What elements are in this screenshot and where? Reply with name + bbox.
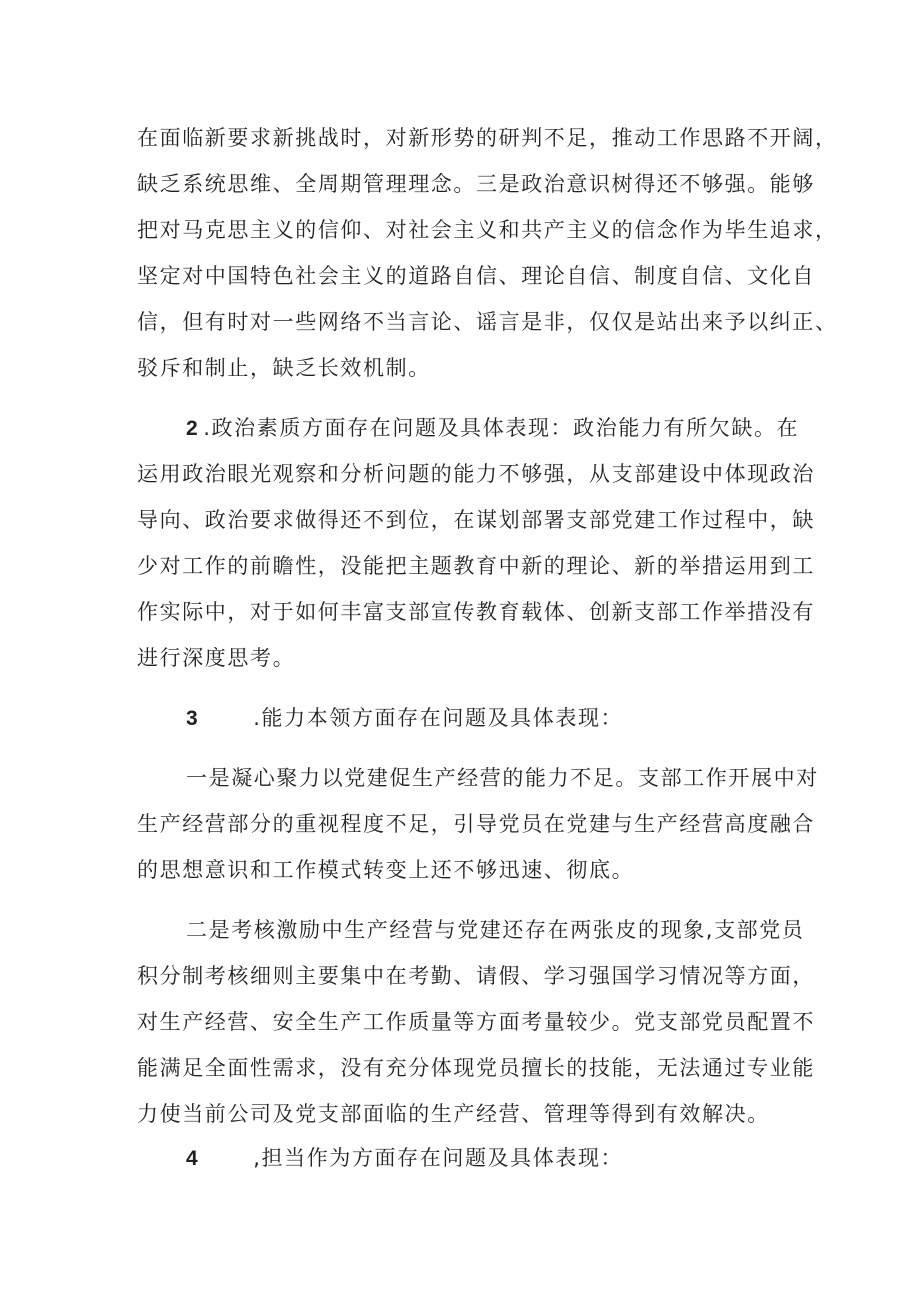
text-line: 力使当前公司及党支部面临的生产经营、管理等得到有效解决。 bbox=[137, 1102, 770, 1126]
section-4-heading-text: ,担当作为方面存在问题及具体表现： bbox=[253, 1146, 624, 1170]
text-line: 运用政治眼光观察和分析问题的能力不够强，从支部建设中体现政治 bbox=[137, 462, 815, 486]
text-line: 生产经营部分的重视程度不足，引导党员在党建与生产经营高度融合 bbox=[137, 812, 815, 836]
text-line: 导向、政治要求做得还不到位，在谋划部署支部党建工作过程中，缺 bbox=[137, 508, 815, 532]
section-4-number: 4 bbox=[186, 1147, 200, 1170]
text-line: 积分制考核细则主要集中在考勤、请假、学习强国学习情况等方面， bbox=[137, 964, 815, 988]
text-line: 驳斥和制止，缺乏长效机制。 bbox=[137, 356, 431, 380]
section-3-heading-text: .能力本领方面存在问题及具体表现： bbox=[253, 706, 624, 730]
section-4-heading bbox=[186, 1140, 854, 1177]
text-line: 坚定对中国特色社会主义的道路自信、理论自信、制度自信、文化自 bbox=[137, 264, 815, 288]
section-2-number: 2 bbox=[186, 417, 200, 440]
text-line: 一是凝心聚力以党建促生产经营的能力不足。支部工作开展中对 bbox=[186, 766, 819, 790]
text-line: 在面临新要求新挑战时，对新形势的研判不足，推动工作思路不开阔， bbox=[137, 126, 838, 150]
text-line: 信，但有时对一些网络不当言论、谣言是非，仅仅是站出来予以纠正、 bbox=[137, 310, 838, 334]
text-line: 对生产经营、安全生产工作质量等方面考量较少。党支部党员配置不 bbox=[137, 1010, 815, 1034]
section-3-number: 3 bbox=[186, 707, 200, 730]
text-line: 进行深度思考。 bbox=[137, 646, 296, 670]
section-2-first-line bbox=[186, 410, 854, 447]
section-3-heading bbox=[186, 700, 854, 737]
text-line: 少对工作的前瞻性，没能把主题教育中新的理论、新的举措运用到工 bbox=[137, 554, 815, 578]
text-line: 缺乏系统思维、全周期管理理念。三是政治意识树得还不够强。能够 bbox=[137, 172, 815, 196]
text-line: .政治素质方面存在问题及具体表现：政治能力有所欠缺。在 bbox=[203, 416, 800, 440]
text-line: 把对马克思主义的信仰、对社会主义和共产主义的信念作为毕生追求， bbox=[137, 218, 838, 242]
text-line: 作实际中，对于如何丰富支部宣传教育载体、创新支部工作举措没有 bbox=[137, 600, 815, 624]
text-line: 能满足全面性需求，没有充分体现党员擅长的技能，无法通过专业能 bbox=[137, 1056, 815, 1080]
text-line: 的思想意识和工作模式转变上还不够迅速、彻底。 bbox=[137, 858, 635, 882]
text-line: 二是考核激励中生产经营与党建还存在两张皮的现象,支部党员 bbox=[186, 918, 805, 942]
